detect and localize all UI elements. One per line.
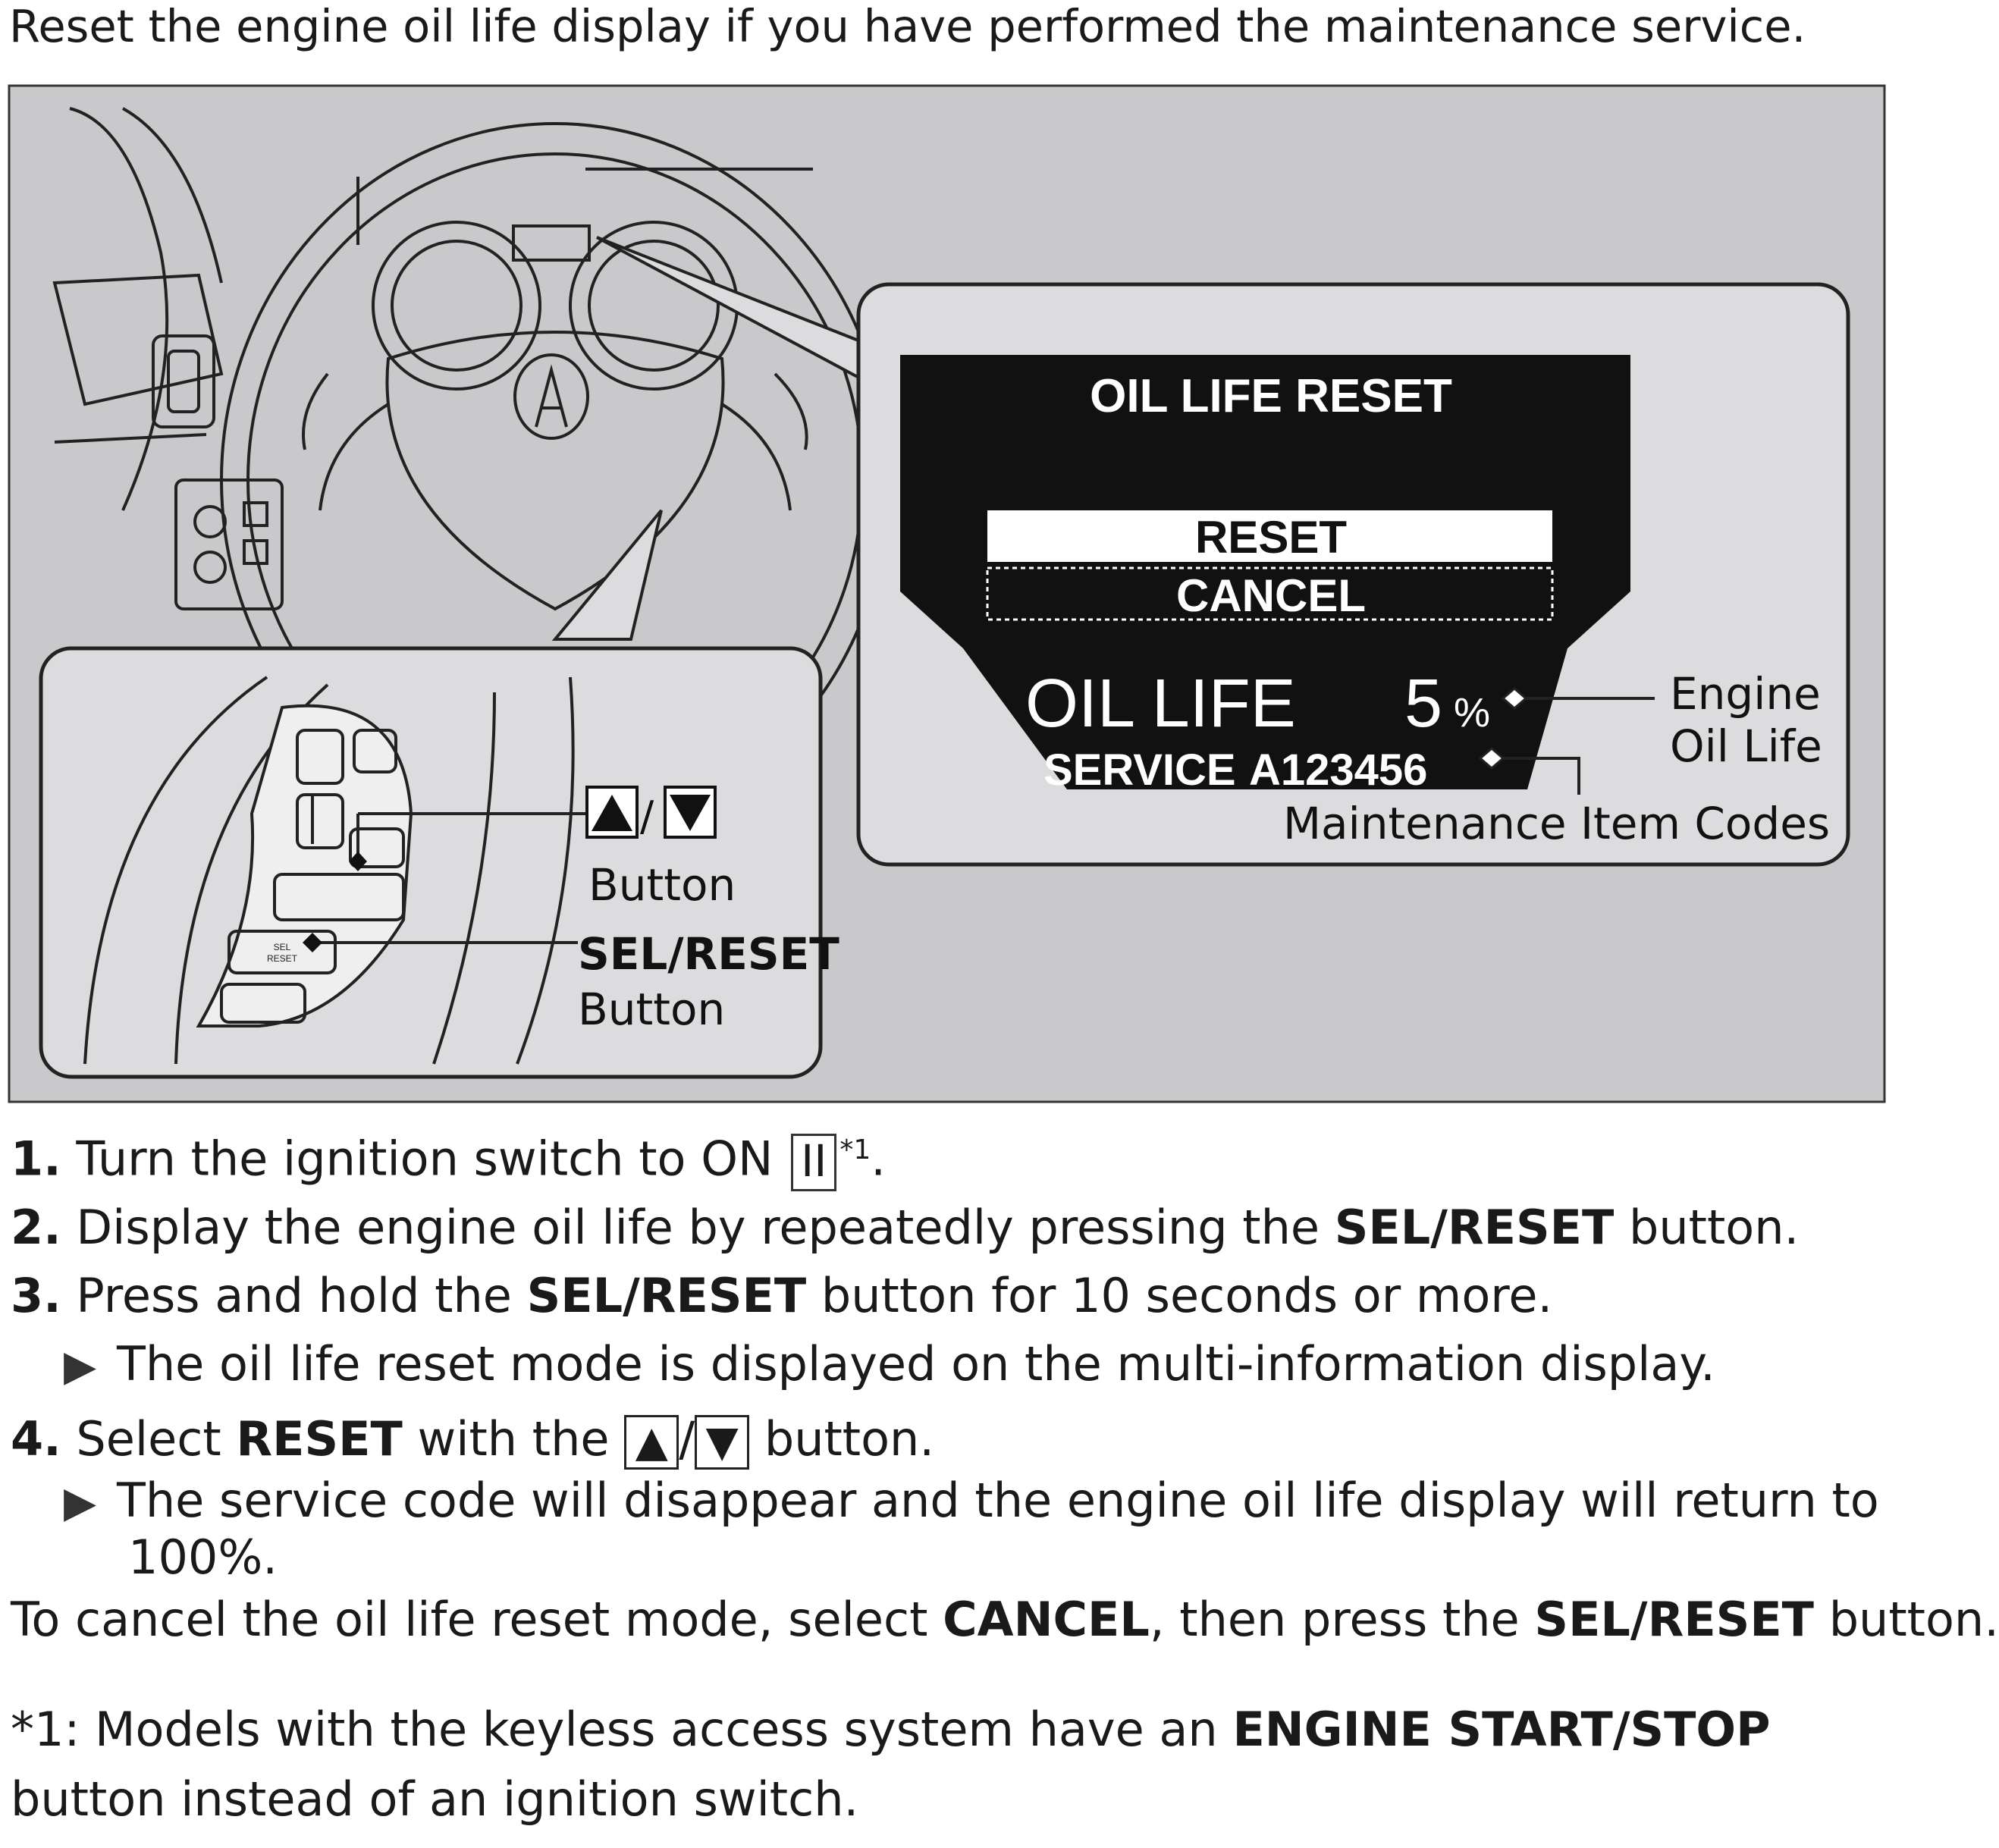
- dashboard-illustration: [9, 86, 1884, 1102]
- step-text-end: button for 10 seconds or more.: [806, 1267, 1553, 1323]
- step-text-end: button.: [1614, 1199, 1800, 1255]
- footnote-text-end: button instead of an ignition switch.: [11, 1771, 859, 1827]
- display-service-label: SERVICE: [1043, 745, 1236, 795]
- result-arrow-icon: ▶: [64, 1477, 97, 1527]
- callout-oil-life: Oil Life: [1670, 720, 1822, 772]
- step-text-mid: with the: [402, 1410, 625, 1467]
- result-arrow-icon: ▶: [64, 1341, 97, 1391]
- step-text: Press and hold the: [76, 1267, 527, 1323]
- callout-maintenance-codes: Maintenance Item Codes: [1283, 798, 1831, 849]
- step-bold: SEL/RESET: [526, 1267, 807, 1323]
- step-number: 2.: [11, 1199, 61, 1255]
- step-1: [11, 1116, 1884, 1194]
- result-text: The service code will disappear and the engine oil life display will return to 100%.: [117, 1472, 1879, 1585]
- step-number: 4.: [11, 1410, 61, 1467]
- display-percent-sign: %: [1454, 690, 1491, 736]
- display-oil-life-value: 5: [1404, 666, 1443, 742]
- display-reset-option: RESET: [1194, 512, 1348, 563]
- display-service-code: A123456: [1249, 745, 1428, 795]
- footnote-bold: ENGINE START/STOP: [1232, 1702, 1771, 1757]
- callout-engine: Engine: [1670, 668, 1821, 720]
- updown-slash: /: [640, 792, 654, 840]
- step-2: [11, 1194, 1884, 1262]
- step-number: 1.: [11, 1131, 61, 1187]
- step-text-end: button.: [749, 1410, 935, 1467]
- cancel-text-end: button.: [1813, 1591, 1999, 1647]
- footnote-ref: *1: [839, 1134, 871, 1166]
- step-text-end: .: [871, 1131, 886, 1187]
- down-arrow-key-icon: ▼: [695, 1415, 749, 1470]
- display-oil-life-label: OIL LIFE: [1025, 666, 1296, 742]
- wheel-reset-label: RESET: [266, 953, 298, 964]
- cancel-bold: CANCEL: [943, 1591, 1150, 1647]
- footnote: [11, 1695, 1884, 1834]
- result-text: The oil life reset mode is displayed on the multi-information display.: [117, 1335, 1715, 1391]
- step-4-result: [11, 1473, 1884, 1585]
- cancel-instruction: [11, 1589, 1999, 1650]
- ignition-position-key: II: [791, 1134, 836, 1191]
- step-text: Display the engine oil life by repeatedly pressing the: [76, 1199, 1335, 1255]
- callout-updown-button: Button: [588, 859, 736, 911]
- cancel-text-mid: , then press the: [1149, 1591, 1535, 1647]
- callout-selreset: SEL/RESET: [578, 928, 839, 980]
- step-text: Turn the ignition switch to ON: [76, 1131, 789, 1187]
- display-cancel-option: CANCEL: [1176, 570, 1366, 621]
- step-4: [11, 1405, 1884, 1473]
- intro-text: Reset the engine oil life display if you have performed the maintenance service.: [9, 0, 1806, 52]
- step-3: [11, 1262, 1884, 1330]
- display-header: OIL LIFE RESET: [1090, 370, 1452, 422]
- step-bold: SEL/RESET: [1334, 1199, 1615, 1255]
- callout-selreset-button: Button: [578, 984, 726, 1035]
- step-text: Select: [76, 1410, 237, 1467]
- footnote-text: *1: Models with the keyless access system have an: [11, 1702, 1233, 1757]
- step-3-result: [11, 1330, 1884, 1401]
- cancel-text: To cancel the oil life reset mode, select: [11, 1591, 943, 1647]
- procedure-steps: [11, 1116, 1999, 1650]
- up-arrow-key-icon: ▲: [624, 1415, 679, 1470]
- step-bold: RESET: [236, 1410, 403, 1467]
- key-slash: /: [679, 1410, 695, 1467]
- selreset-bold: SEL/RESET: [1534, 1591, 1814, 1647]
- wheel-sel-label: SEL: [273, 942, 291, 952]
- step-number: 3.: [11, 1267, 61, 1323]
